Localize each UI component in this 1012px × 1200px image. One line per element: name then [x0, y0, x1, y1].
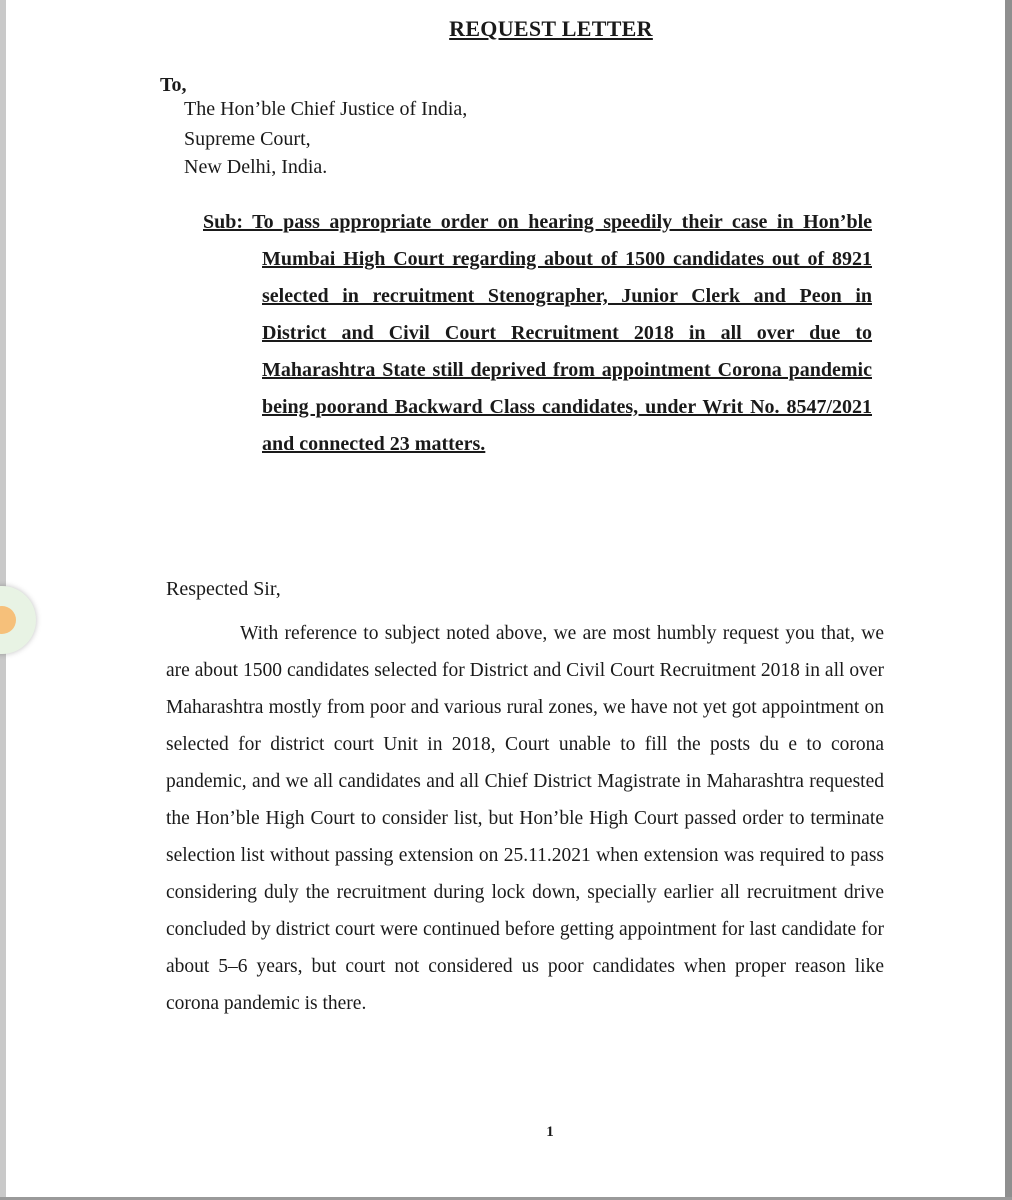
salutation: Respected Sir,	[166, 578, 281, 600]
subject-paragraph	[203, 204, 872, 463]
address-line-1: The Hon’ble Chief Justice of India,	[184, 98, 468, 120]
body-paragraph: With reference to subject noted above, we are most humbly request you that, we are about 1500 candidates selected for District and Civil Court Recruitment 2018 in all over Maharashtra mostly from poor and various rural zones, we have not yet got appointment on selected for district court Unit in 2018, Court unable to fill the posts du e to corona pandemic, and we all candidates and all Chief District Magistrate in Maharashtra requested the Hon’ble High Court to consider list, but Hon’ble High Court passed order to terminate selection list without passing extension on 25.11.2021 when extension was required to pass considering duly the recruitment during lock down, specially earlier all recruitment drive concluded by district court were continued before getting appointment for last candidate for about 5–6 years, but court not considered us poor candidates when proper reason like corona pandemic is there.	[166, 623, 884, 1014]
document-title: REQUEST LETTER	[449, 16, 653, 41]
viewer-right-border	[1005, 0, 1012, 1200]
address-line-2: Supreme Court,	[184, 128, 311, 150]
to-label: To,	[160, 74, 187, 96]
floating-assistant-icon-core	[0, 606, 16, 634]
address-line-3: New Delhi, India.	[184, 156, 328, 178]
subject-text: Sub: To pass appropriate order on hearing speedily their case in Hon’ble Mumbai High Court regarding about of 1500 candidates out of 8921 selected in recruitment Stenographer, Junior Clerk and Peon in District and Civil Court Recruitment 2018 in all over due to Maharashtra State still deprived from appointment Corona pandemic being poorand Backward Class candidates, under Writ No. 8547/2021 and connected 23 matters.	[203, 211, 872, 455]
page-number: 1	[546, 1124, 554, 1140]
floating-assistant-icon[interactable]	[0, 586, 36, 654]
